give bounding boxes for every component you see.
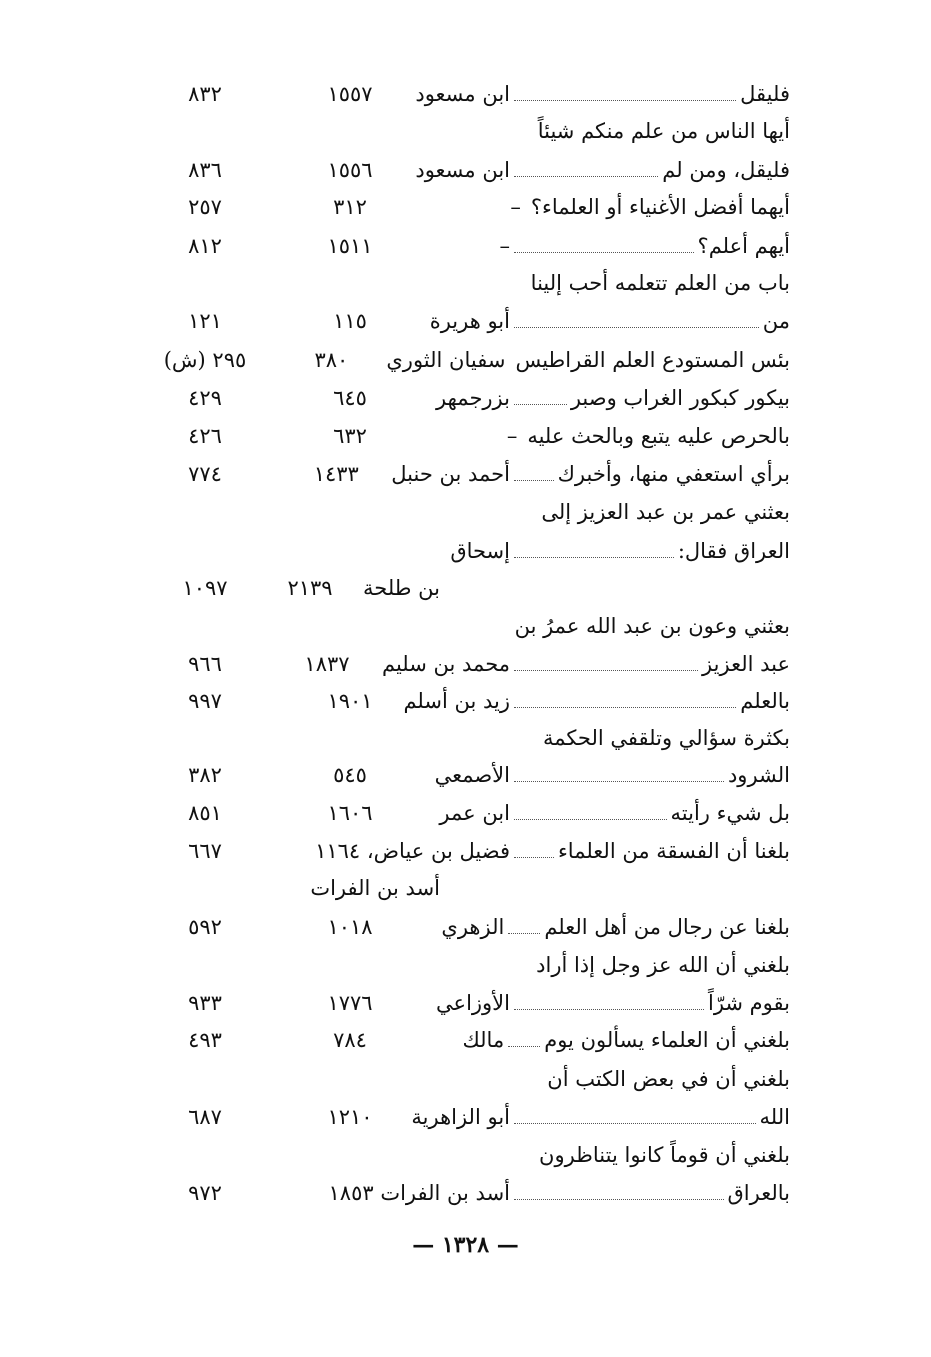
page-reference: ٨٥١ [188,801,222,825]
page-reference: ٢٩٥ (ش) [163,348,247,372]
entry-narrator: أحمد بن حنبل [391,462,510,486]
entry-narrator: محمد بن سليم [381,652,510,676]
index-row [120,113,800,149]
hadith-number: ١٢١٠ [327,1105,373,1129]
index-row [120,456,800,492]
hadith-number: ٦٣٢ [333,424,367,448]
page-reference: ١٢١ [188,309,222,333]
page-reference: ٣٨٢ [188,763,222,787]
hadith-number: ١٥١١ [327,234,373,258]
entry-narrator: فضيل بن عياض، ١١٦٤ [315,839,510,863]
page-reference: ٩٦٦ [188,652,222,676]
dotted-leader [514,819,667,820]
dotted-leader [514,857,554,858]
dotted-leader [514,100,736,101]
entry-text: بلغني أن في بعض الكتب أن [547,1067,790,1091]
hadith-number: ١٩٠١ [327,689,373,713]
page-reference: ٧٧٤ [188,462,222,486]
entry-text: أيها الناس من علم منكم شيئاً [537,119,790,143]
index-row [120,152,800,188]
index-row [120,909,800,945]
index-row [120,646,800,682]
index-row [120,570,800,606]
entry-narrator: أسد بن الفرات [310,876,440,900]
entry-text: من [762,309,790,333]
entry-text: عبد العزيز [702,652,790,676]
hadith-number: ١٨٣٧ [304,652,350,676]
entry-narrator: الأوزاعي [436,991,510,1015]
entry-text: فليقل، ومن لم [662,158,790,182]
hadith-number: ١٥٥٦ [327,158,373,182]
hadith-number: ٥٤٥ [333,763,367,787]
index-row [120,1137,800,1173]
index-row [120,757,800,793]
entry-text: بلغنا عن رجال من أهل العلم [544,915,790,939]
entry-narrator: الزهري [441,915,505,939]
page-reference: ٤٢٩ [188,386,222,410]
index-row [120,494,800,530]
page-reference: ٢٥٧ [188,195,222,219]
entry-narrator: – [510,195,521,219]
entry-narrator: مالك [462,1028,505,1052]
entry-text: أيهما أفضل الأغنياء أو العلماء؟ [530,195,790,219]
index-row [120,418,800,454]
page-reference: ٩٣٣ [188,991,222,1015]
entry-text: بيكور كبكور الغراب وصبر [570,386,790,410]
hadith-number: ١٤٣٣ [313,462,359,486]
index-row [120,380,800,416]
dotted-leader [514,176,658,177]
index-row [120,342,800,378]
index-row [120,947,800,983]
index-row [120,1061,800,1097]
entry-text: بعثني وعون بن عبد الله عمرُ بن [514,614,790,638]
entry-narrator: إسحاق [450,539,510,563]
hadith-number: ٦٤٥ [333,386,367,410]
index-row [120,608,800,644]
entry-narrator: زيد بن أسلم [403,689,510,713]
entry-text: بلغني أن قوماً كانوا يتناظرون [539,1143,790,1167]
entry-text: بل شيء رأيته [670,801,790,825]
entry-narrator: بزرجمهر [436,386,510,410]
hadith-number: ١٠١٨ [327,915,373,939]
dotted-leader [514,404,567,405]
hadith-number: ١٧٧٦ [327,991,373,1015]
dotted-leader [514,707,736,708]
page-reference: ١٠٩٧ [182,576,228,600]
hadith-number: ١١٥ [333,309,367,333]
entry-text: باب من العلم تتعلمه أحب إلينا [530,271,790,295]
entry-text: الشرود [727,763,790,787]
page-reference: ٨٣٢ [188,82,222,106]
dotted-leader [514,670,698,671]
page-number: — ١٣٢٨ — [412,1232,519,1258]
entry-text: بالعراق [727,1181,790,1205]
index-row [120,1099,800,1135]
entry-text: العراق فقال: [677,539,790,563]
dotted-leader [514,480,554,481]
dotted-leader [514,1009,704,1010]
entry-narrator: ابن مسعود [415,158,510,182]
index-row [120,985,800,1021]
hadith-number: ١٥٥٧ [327,82,373,106]
index-row [120,833,800,869]
entry-narrator: – [506,424,518,448]
entry-text: بلغني أن العلماء يسألون يوم [544,1028,790,1052]
dotted-leader [508,1046,540,1047]
page-reference: ٨١٢ [188,234,222,258]
index-row [120,720,800,756]
hadith-number: ٣١٢ [333,195,367,219]
entry-text: الله [759,1105,790,1129]
entry-text: بعثني عمر بن عبد العزيز إلى [541,500,790,524]
entry-narrator: الأصمعي [434,763,510,787]
index-row [120,76,800,112]
entry-text: بلغني أن الله عز وجل إذا أراد [536,953,790,977]
hadith-number: ٣٨٠ [314,348,349,372]
entry-narrator: ابن مسعود [415,82,510,106]
index-row [120,228,800,264]
page-reference: ٤٩٣ [188,1028,222,1052]
entry-text: بالعلم [740,689,790,713]
index-row [120,683,800,719]
index-row [120,265,800,301]
dotted-leader [514,252,694,253]
page-reference: ٤٢٦ [188,424,222,448]
page-reference: ٦٨٧ [188,1105,222,1129]
dotted-leader [514,1123,756,1124]
index-row [120,795,800,831]
page-reference: ٨٣٦ [188,158,222,182]
index-row [120,189,800,225]
entry-narrator: أبو الزاهرية [411,1105,510,1129]
dotted-leader [514,781,724,782]
entry-text: أيهم أعلم؟ [697,234,790,258]
dotted-leader [514,327,759,328]
index-row [120,870,800,906]
index-row [120,303,800,339]
hadith-number: ٧٨٤ [333,1028,367,1052]
page-reference: ٥٩٢ [188,915,222,939]
entry-narrator: ابن عمر [439,801,510,825]
entry-text: فليقل [740,82,790,106]
index-row [120,1022,800,1058]
dotted-leader [508,933,540,934]
entry-narrator: بن طلحة [363,576,440,600]
page-reference: ٦٦٧ [188,839,222,863]
dotted-leader [514,1199,724,1200]
hadith-number: ٢١٣٩ [287,576,333,600]
entry-text: بئس المستودع العلم القراطيس [515,348,790,372]
entry-narrator: أسد بن الفرات ١٨٥٣ [328,1181,510,1205]
hadith-number: ١٦٠٦ [327,801,373,825]
entry-narrator: – [499,234,510,258]
index-row [120,533,800,569]
dotted-leader [514,557,674,558]
entry-text: برأي استعفي منها، وأخبرك [557,462,790,486]
entry-text: بالحرص عليه يتبع وبالحث عليه [527,424,790,448]
page-reference: ٩٩٧ [188,689,222,713]
page-reference: ٩٧٢ [188,1181,222,1205]
entry-narrator: سفيان الثوري [386,348,506,372]
entry-narrator: أبو هريرة [429,309,510,333]
entry-text: بلغنا أن الفسقة من العلماء [557,839,790,863]
entry-text: بقوم شرّاً [707,991,790,1015]
entry-text: بكثرة سؤالي وتلقفي الحكمة [542,726,790,750]
index-row [120,1175,800,1211]
